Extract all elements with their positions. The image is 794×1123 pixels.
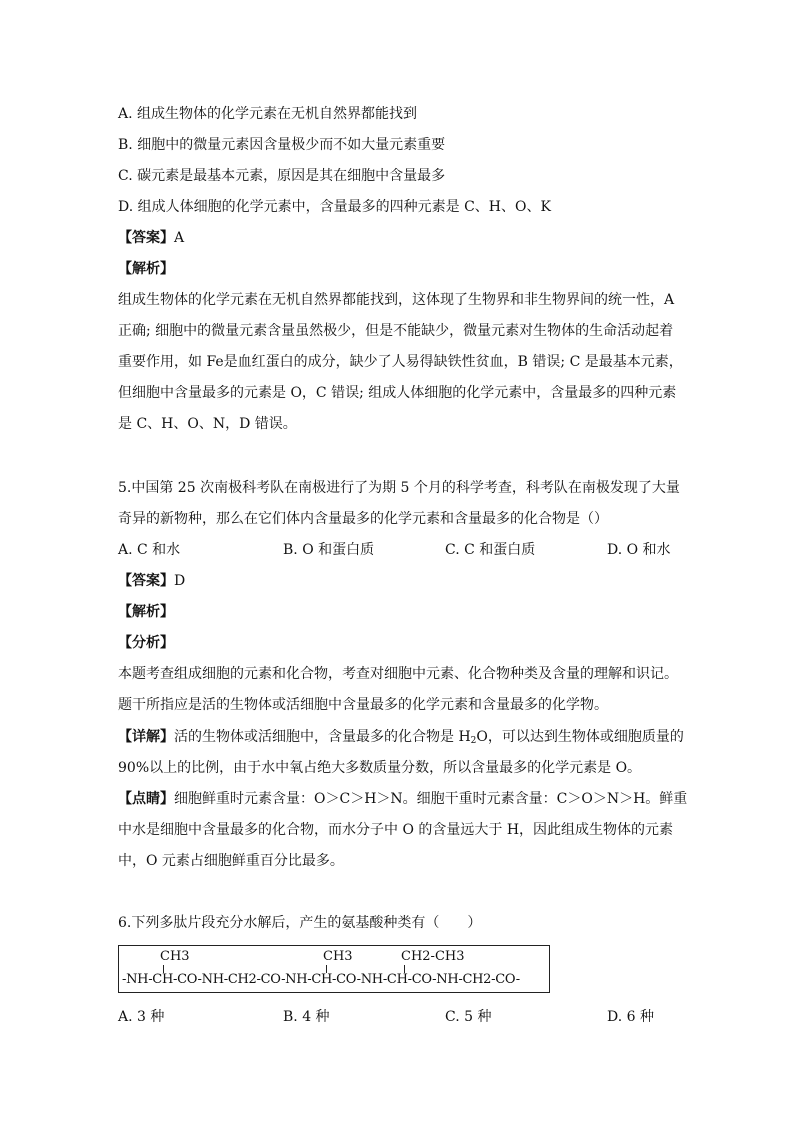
q5-option-d: D. O 和水 xyxy=(607,542,671,558)
q4-option-b: B. 细胞中的微量元素因含量极少而不如大量元素重要 xyxy=(118,137,446,153)
q5-comment xyxy=(118,789,687,809)
q6-option-a: A. 3 种 xyxy=(118,1009,165,1025)
q6-option-c: C. 5 种 xyxy=(445,1009,492,1025)
side-chain-2: CH3 xyxy=(323,949,353,964)
q5-detail xyxy=(118,727,684,751)
detail-text: O，可以达到生物体或细胞质量的 xyxy=(476,729,684,745)
q4-answer xyxy=(118,228,184,248)
q6-option-d: D. 6 种 xyxy=(607,1009,654,1025)
polypeptide-structure xyxy=(118,945,550,993)
q5-comment-line: 中，O 元素占细胞鲜重百分比最多。 xyxy=(118,853,344,869)
q5-fenxi-line: 本题考查组成细胞的元素和化合物，考查对细胞中元素、化合物种类及含量的理解和识记。 xyxy=(118,666,678,682)
q4-analysis-label: 【解析】 xyxy=(118,261,174,277)
q4-analysis-line: 组成生物体的化学元素在无机自然界都能找到，这体现了生物界和非生物界间的统一性，A xyxy=(118,292,675,308)
answer-label: 【答案】 xyxy=(118,573,174,589)
side-chain-1: CH3 xyxy=(160,949,190,964)
q5-fenxi-line: 题干所指应是活的生物体或活细胞中含量最多的化学元素和含量最多的化学物。 xyxy=(118,697,608,713)
detail-text: 活的生物体或活细胞中，含量最多的化合物是 H xyxy=(174,729,471,745)
q4-analysis-line: 重要作用，如 Fe是血红蛋白的成分，缺少了人易得缺铁性贫血，B 错误; C 是最基本元素， xyxy=(118,354,683,370)
answer-value: A xyxy=(174,230,185,246)
q4-analysis-line: 是 C、H、O、N，D 错误。 xyxy=(118,416,297,432)
q5-option-a: A. C 和水 xyxy=(118,542,181,558)
comment-label: 【点睛】 xyxy=(118,791,174,807)
q5-analysis-label: 【解析】 xyxy=(118,604,174,620)
q6-stem: 6.下列多肽片段充分水解后，产生的氨基酸种类有（ ） xyxy=(118,915,482,931)
q4-option-a: A. 组成生物体的化学元素在无机自然界都能找到 xyxy=(118,106,418,122)
main-chain: -NH-CH-CO-NH-CH2-CO-NH-CH-CO-NH-CH-CO-NH-CH2-CO- xyxy=(122,972,520,987)
q4-analysis-line: 正确; 细胞中的微量元素含量虽然极少，但是不能缺少，微量元素对生物体的生命活动起着 xyxy=(118,323,674,339)
answer-value: D xyxy=(174,573,186,589)
q4-option-c: C. 碳元素是最基本元素，原因是其在细胞中含量最多 xyxy=(118,168,446,184)
q4-analysis-line: 但细胞中含量最多的元素是 O，C 错误; 组成人体细胞的化学元素中，含量最多的四种元素 xyxy=(118,385,677,401)
answer-label: 【答案】 xyxy=(118,230,174,246)
detail-label: 【详解】 xyxy=(118,729,174,745)
side-chain-3: CH2-CH3 xyxy=(401,949,465,964)
q4-option-d: D. 组成人体细胞的化学元素中，含量最多的四种元素是 C、H、O、K xyxy=(118,199,551,215)
subscript: 2 xyxy=(470,736,477,746)
q5-comment-line: 中水是细胞中含量最多的化合物，而水分子中 O 的含量远大于 H，因此组成生物体的元素 xyxy=(118,822,674,838)
q6-option-b: B. 4 种 xyxy=(283,1009,330,1025)
q5-option-b: B. O 和蛋白质 xyxy=(283,542,375,558)
q5-option-c: C. C 和蛋白质 xyxy=(445,542,536,558)
q5-fenxi-label: 【分析】 xyxy=(118,635,174,651)
q5-stem: 奇异的新物种，那么在它们体内含量最多的化学元素和含量最多的化合物是（） xyxy=(118,511,608,527)
q5-stem: 5.中国第 25 次南极科考队在南极进行了为期 5 个月的科学考查，科考队在南极发现了大量 xyxy=(118,480,680,496)
q5-answer xyxy=(118,571,185,591)
comment-text: 细胞鲜重时元素含量：O＞C＞H＞N。细胞干重时元素含量：C＞O＞N＞H。鲜重 xyxy=(174,791,688,807)
q5-detail-line: 90%以上的比例，由于水中氧占绝大多数质量分数，所以含量最多的化学元素是 O。 xyxy=(118,760,642,776)
